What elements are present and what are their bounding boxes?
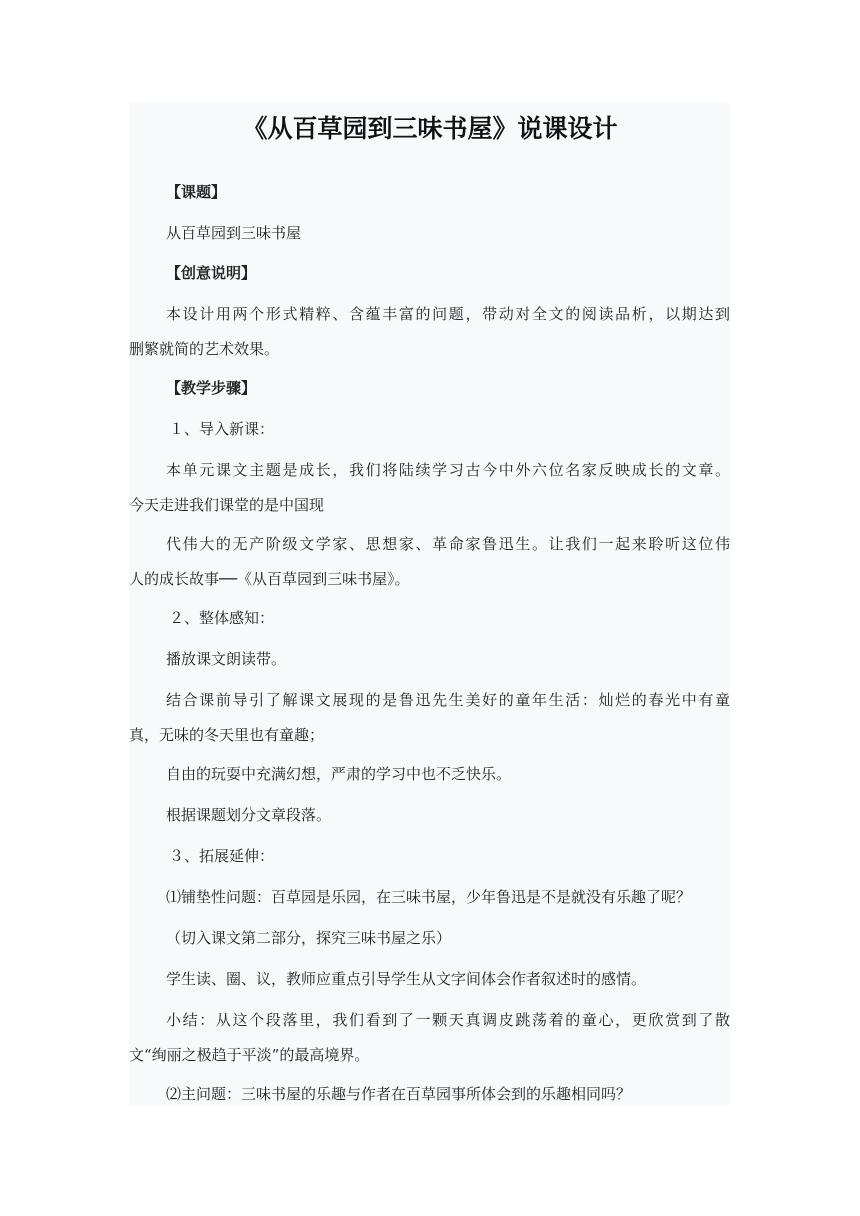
- step3-summary-line1: 小结：从这个段落里，我们看到了一颗天真调皮跳荡着的童心，更欣赏到了散: [166, 1011, 730, 1029]
- step3-question1-note: （切入课文第二部分，探究三味书屋之乐）: [166, 929, 452, 947]
- document-sheet: [129, 103, 730, 1105]
- document-title: 《从百草园到三味书屋》说课设计: [242, 114, 618, 143]
- step2-paragraph3: 自由的玩耍中充满幻想，严肃的学习中也不乏快乐。: [166, 765, 512, 783]
- creative-note-line-1: 本设计用两个形式精粹、含蕴丰富的问题，带动对全文的阅读品析，以期达到: [166, 305, 730, 323]
- step3-paragraph1: 学生读、圈、议，教师应重点引导学生从文字间体会作者叙述时的感情。: [166, 970, 647, 988]
- step1-paragraph2-line2: 人的成长故事──《从百草园到三味书屋》。: [129, 570, 410, 588]
- creative-note-line-2: 删繁就简的艺术效果。: [129, 340, 280, 358]
- topic-text: 从百草园到三味书屋: [166, 224, 302, 242]
- step2-paragraph1: 播放课文朗读带。: [166, 650, 287, 668]
- step2-paragraph4: 根据课题划分文章段落。: [166, 806, 332, 824]
- step1-paragraph1-line2: 今天走进我们课堂的是中国现: [129, 496, 325, 514]
- step2-paragraph2-line1: 结合课前导引了解课文展现的是鲁迅先生美好的童年生活：灿烂的春光中有童: [166, 691, 730, 709]
- heading-teaching-steps: 【教学步骤】: [166, 379, 257, 397]
- step3-summary-line2: 文“绚丽之极趋于平淡”的最高境界。: [129, 1046, 370, 1064]
- step3-question2: ⑵主问题：三味书屋的乐趣与作者在百草园事所体会到的乐趣相同吗？: [166, 1085, 632, 1103]
- heading-topic: 【课题】: [166, 183, 227, 201]
- step2-title: ２、整体感知：: [169, 609, 275, 627]
- heading-creative-note: 【创意说明】: [166, 264, 257, 282]
- step3-question1: ⑴铺垫性问题：百草园是乐园，在三味书屋，少年鲁迅是不是就没有乐趣了呢？: [166, 888, 692, 906]
- step1-title: １、导入新课：: [169, 420, 275, 438]
- step1-paragraph1-line1: 本单元课文主题是成长，我们将陆续学习古今中外六位名家反映成长的文章。: [166, 461, 730, 479]
- step2-paragraph2-line2: 真，无味的冬天里也有童趣；: [129, 726, 325, 744]
- step3-title: ３、拓展延伸：: [169, 847, 275, 865]
- step1-paragraph2-line1: 代伟大的无产阶级文学家、思想家、革命家鲁迅生。让我们一起来聆听这位伟: [166, 535, 730, 553]
